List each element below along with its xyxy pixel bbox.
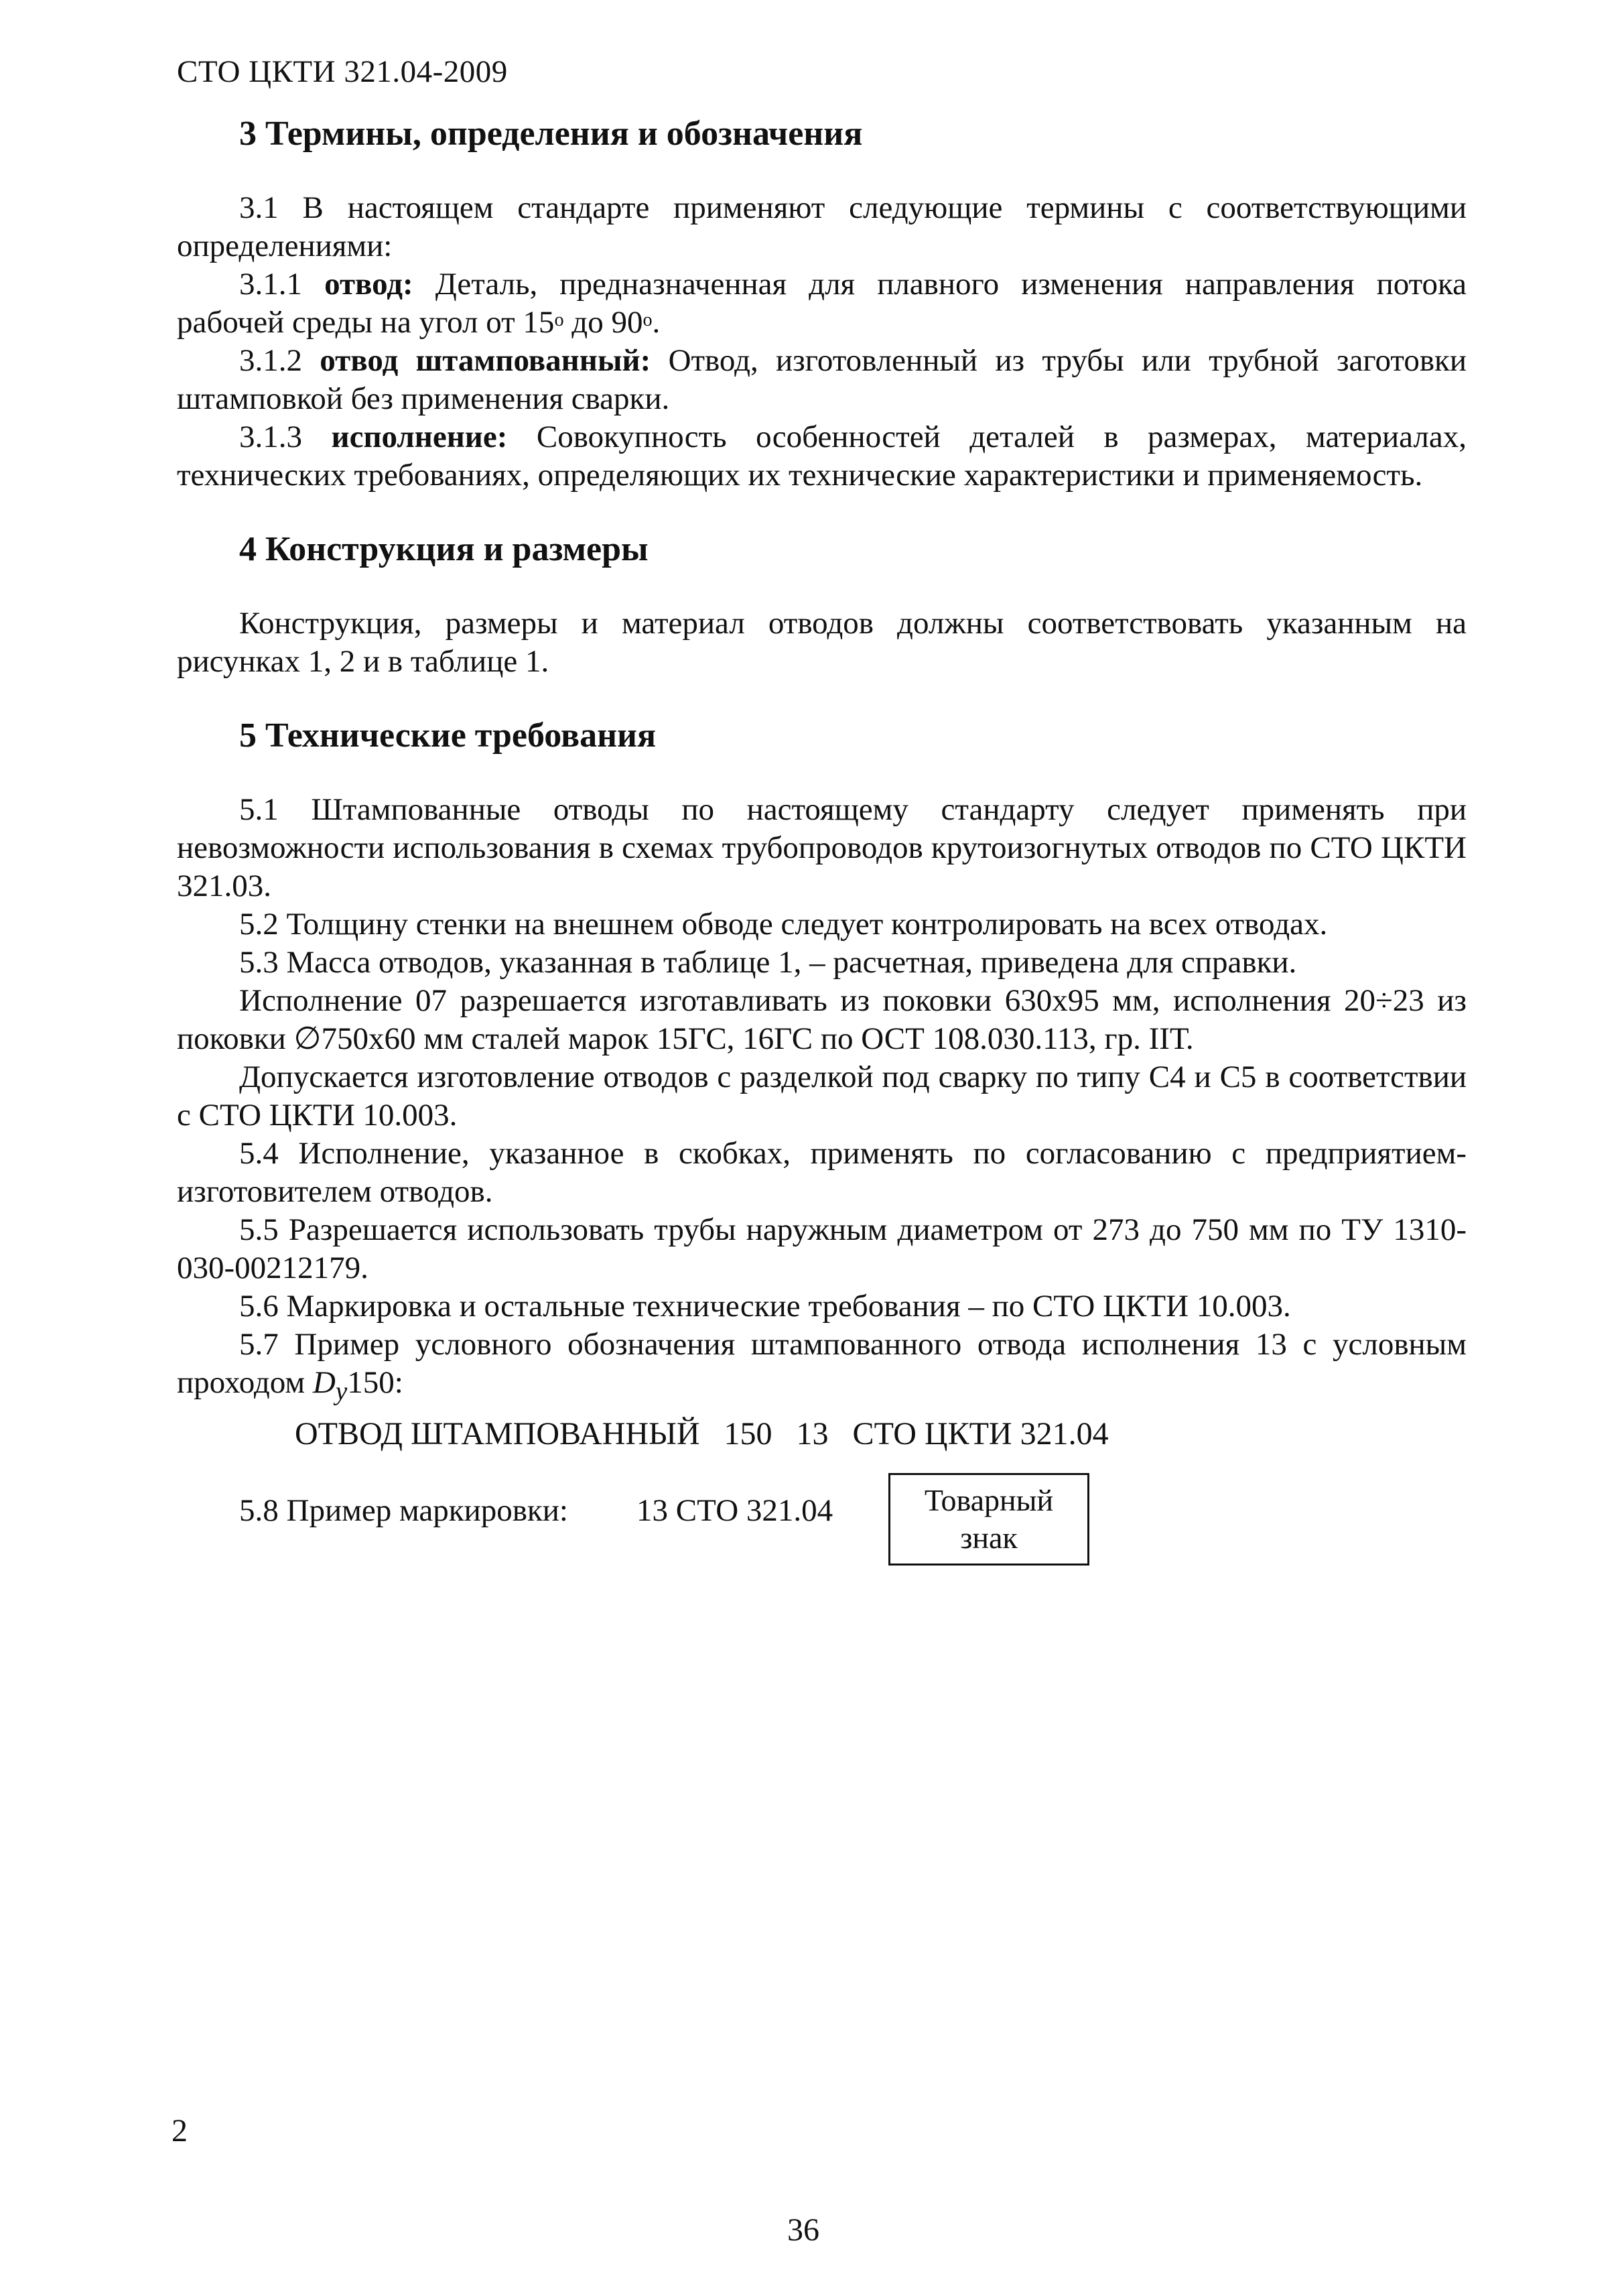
side-number: 2	[172, 2113, 188, 2149]
document-body	[177, 113, 1467, 1568]
trademark-line2: знак	[960, 1521, 1018, 1555]
marking-example-label: 5.8 Пример маркировки:	[239, 1493, 568, 1529]
section-5-heading: 5 Технические требования	[239, 716, 657, 755]
term-3-1-1	[177, 265, 1467, 342]
example-exec: 13	[796, 1416, 829, 1452]
designation-example	[177, 1414, 1467, 1454]
paragraph-5-3-forging: Исполнение 07 разрешается изготавливать из поковки 630х95 мм, исполнения 20÷23 из поковки ∅750х60 мм сталей марок 15ГС, 16ГС по ОСТ 108.030.113, гр. IIТ.	[177, 983, 1467, 1056]
degree-sign: о	[554, 310, 564, 330]
term-3-1-3	[177, 418, 1467, 495]
term-number: 3.1.2	[239, 343, 320, 378]
nominal-diameter-subscript: y	[335, 1377, 348, 1406]
paragraph-5-5: 5.5 Разрешается использовать трубы наружным диаметром от 273 до 750 мм по ТУ 1310-030-00212179.	[177, 1212, 1467, 1285]
paragraph-5-6: 5.6 Маркировка и остальные технические требования – по СТО ЦКТИ 10.003.	[239, 1289, 1291, 1324]
term-3-1-2	[177, 342, 1467, 418]
paragraph-5-4: 5.4 Исполнение, указанное в скобках, применять по согласованию с предприятием-изготовителем отводов.	[177, 1136, 1467, 1209]
term-definition: Совокупность особенностей деталей в размерах, материалах, технических требованиях, определяющих их технические характеристики и применяемость.	[177, 420, 1467, 493]
paragraph-5-7	[177, 1326, 1467, 1410]
example-standard: СТО ЦКТИ 321.04	[852, 1416, 1109, 1452]
term-name: отвод:	[324, 267, 413, 302]
paragraph-3-1: 3.1 В настоящем стандарте применяют следующие термины с соответствующими определениями:	[177, 190, 1467, 263]
section-3-heading: 3 Термины, определения и обозначения	[239, 115, 863, 153]
paragraph-5-3-welding: Допускается изготовление отводов с разделкой под сварку по типу С4 и С5 в соответствии с СТО ЦКТИ 10.003.	[177, 1060, 1467, 1133]
example-dn: 150	[724, 1416, 772, 1452]
marking-example-code: 13 СТО 321.04	[636, 1493, 833, 1529]
nominal-diameter-symbol: D	[312, 1365, 336, 1400]
trademark-line1: Товарный	[924, 1483, 1054, 1518]
section-4-heading: 4 Конструкция и размеры	[239, 530, 649, 568]
document-code-header: СТО ЦКТИ 321.04-2009	[177, 54, 508, 89]
term-number: 3.1.3	[239, 420, 332, 454]
marking-example-row	[177, 1468, 1467, 1568]
paragraph-5-2: 5.2 Толщину стенки на внешнем обводе следует контролировать на всех отводах.	[239, 907, 1328, 942]
term-definition: Деталь, предназначенная для плавного изменения направления потока рабочей среды на угол от 15	[177, 267, 1467, 340]
term-definition: Отвод, изготовленный из трубы или трубной заготовки штамповкой без применения сварки.	[177, 343, 1467, 416]
paragraph-5-3: 5.3 Масса отводов, указанная в таблице 1, – расчетная, приведена для справки.	[239, 945, 1297, 980]
degree-sign: о	[643, 310, 653, 330]
paragraph-4: Конструкция, размеры и материал отводов должны соответствовать указанным на рисунках 1, 2 и в таблице 1.	[177, 606, 1467, 679]
term-definition-cont: до 90	[563, 305, 643, 340]
term-number: 3.1.1	[239, 267, 325, 302]
trademark-box	[888, 1473, 1089, 1566]
term-definition-end: .	[652, 305, 661, 340]
page-number: 36	[787, 2212, 819, 2248]
paragraph-5-7-text: 5.7 Пример условного обозначения штампованного отвода исполнения 13 с условным проходом	[177, 1327, 1467, 1400]
term-name: отвод штампованный:	[320, 343, 651, 378]
nominal-diameter-value: 150:	[347, 1365, 403, 1400]
term-name: исполнение:	[331, 420, 508, 454]
paragraph-5-1: 5.1 Штампованные отводы по настоящему стандарту следует применять при невозможности использования в схемах трубопроводов крутоизогнутых отводов по СТО ЦКТИ 321.03.	[177, 792, 1467, 903]
example-name: ОТВОД ШТАМПОВАННЫЙ	[295, 1416, 700, 1452]
